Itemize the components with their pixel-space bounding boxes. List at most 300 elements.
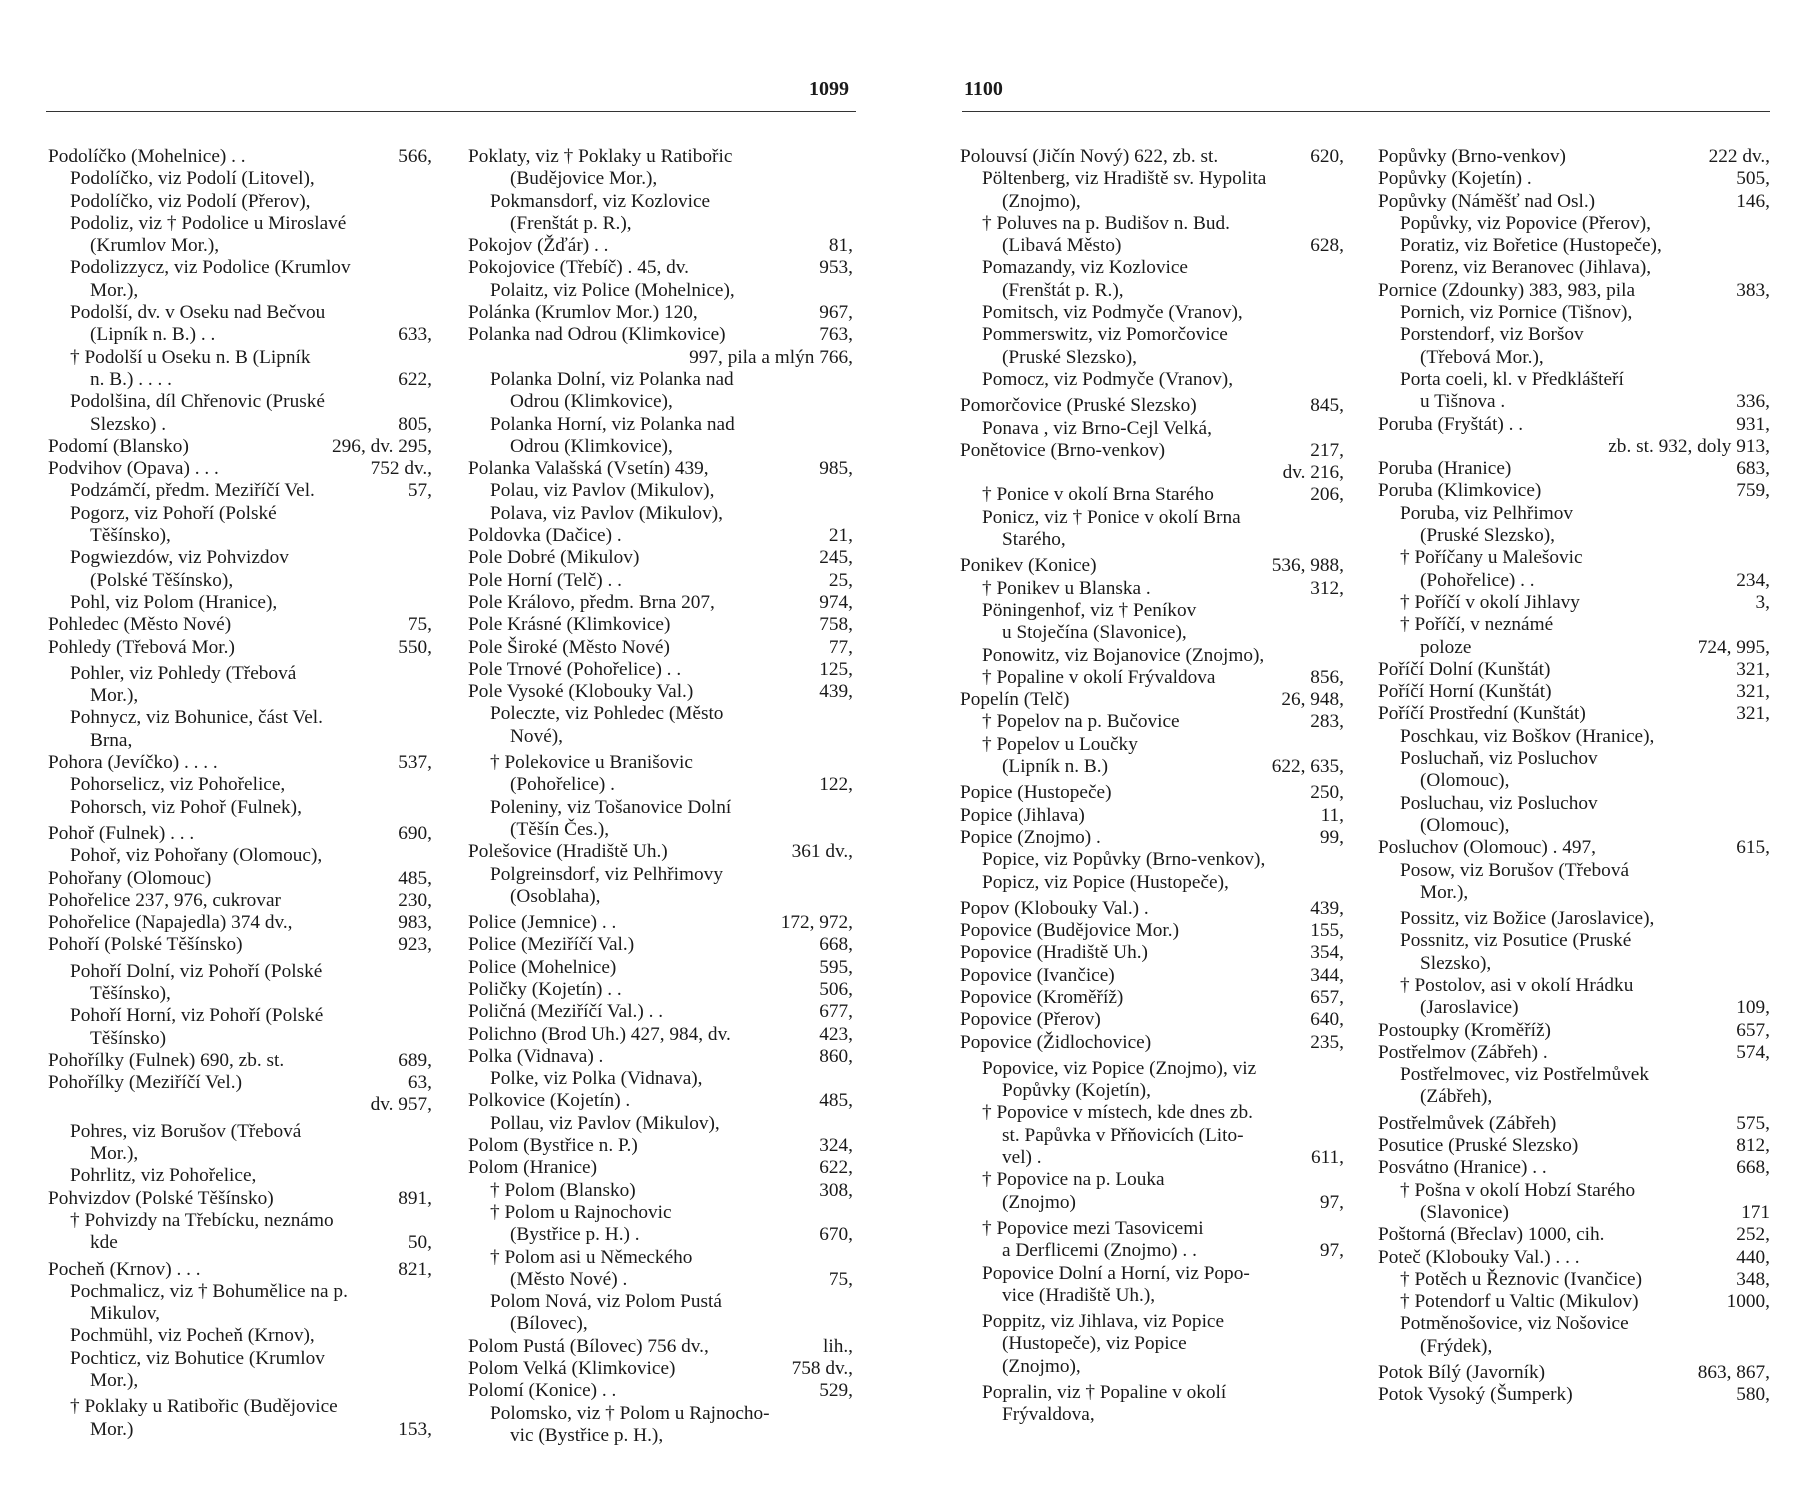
entry-reference: 657,: [1307, 987, 1344, 1009]
index-entry: [960, 418, 1344, 440]
index-entry: [960, 667, 1344, 689]
index-entry: [960, 849, 1344, 871]
entry-text: Polom Nová, viz Polom Pustá: [490, 1291, 722, 1313]
index-entry: [468, 257, 853, 279]
index-entry: [960, 529, 1344, 551]
entry-text: Pohora (Jevíčko) . . . .: [48, 752, 218, 774]
page-number-left: 1099: [809, 78, 849, 100]
entry-text: † Ponikev u Blanska .: [982, 577, 1151, 599]
index-entry: [960, 782, 1344, 804]
entry-reference: 97,: [1317, 1240, 1344, 1262]
index-entry: [48, 414, 432, 436]
entry-text: Těšínsko),: [90, 525, 171, 547]
entry-text: (Polské Těšínsko),: [90, 569, 234, 591]
index-entry: [960, 1102, 1344, 1124]
index-entry: [468, 146, 853, 168]
entry-text: Popůvky (Kojetín) .: [1378, 168, 1532, 190]
entry-text: Nové),: [510, 725, 564, 747]
entry-text: Poličky (Kojetín) . .: [468, 978, 622, 1000]
entry-reference: 812,: [1733, 1135, 1770, 1157]
entry-text: (Bystřice p. H.) .: [510, 1224, 640, 1246]
index-entry: [960, 872, 1344, 894]
index-entry: [1378, 726, 1770, 748]
index-entry: [960, 213, 1344, 235]
entry-text: † Pohvizdy na Třebícku, neznámo: [70, 1209, 334, 1231]
index-entry: [48, 436, 432, 458]
entry-text: Poschkau, viz Boškov (Hranice),: [1400, 725, 1655, 747]
index-entry: [1378, 592, 1770, 614]
entry-text: Pochmalicz, viz † Bohumělice na p.: [70, 1280, 348, 1302]
index-entry: [48, 391, 432, 413]
entry-reference: 611,: [1308, 1147, 1344, 1169]
index-entry: [48, 146, 432, 168]
entry-reference: 283,: [1307, 711, 1344, 733]
entry-text: (Frýdek),: [1420, 1335, 1493, 1357]
entry-text: Poříčí Horní (Kunštát): [1378, 681, 1552, 703]
index-entry: [48, 347, 432, 369]
entry-text: Pornich, viz Pornice (Tišnov),: [1400, 302, 1633, 324]
entry-text: Popůvky (Brno-venkov): [1378, 146, 1566, 167]
entry-text: (Lipník n. B.) . .: [90, 324, 216, 346]
entry-text: Pohres, viz Borušov (Třebová: [70, 1120, 302, 1142]
entry-text: [468, 347, 473, 368]
index-entry: [1378, 860, 1770, 882]
index-entry: [468, 841, 853, 863]
entry-reference: 234,: [1733, 570, 1770, 592]
index-entry: [468, 1068, 853, 1090]
index-entry: [960, 1382, 1344, 1404]
entry-reference: 575,: [1733, 1113, 1770, 1135]
entry-reference: 153,: [395, 1419, 432, 1441]
index-entry: [48, 1121, 432, 1143]
entry-text: Pohoř, viz Pohořany (Olomouc),: [70, 845, 323, 867]
entry-text: Pohrlitz, viz Pohořelice,: [70, 1165, 257, 1187]
index-entry: [468, 391, 853, 413]
index-entry: [960, 600, 1344, 622]
entry-text: (Frenštát p. R.),: [1002, 279, 1124, 301]
entry-text: Poteč (Klobouky Val.) . . .: [1378, 1246, 1580, 1268]
entry-text: st. Papůvka v Přňovicích (Lito-: [1002, 1124, 1244, 1146]
entry-text: Popice, viz Popůvky (Brno-venkov),: [982, 849, 1266, 871]
index-entry: [468, 934, 853, 956]
index-entry: [48, 1005, 432, 1027]
entry-reference: 997, pila a mlýn 766,: [686, 347, 853, 369]
entry-text: Police (Meziříčí Val.): [468, 934, 635, 956]
index-entry: [960, 805, 1344, 827]
entry-reference: 440,: [1733, 1247, 1770, 1269]
index-entry: [1378, 257, 1770, 279]
index-entry: [48, 213, 432, 235]
entry-text: † Poříčí, v neznámé: [1400, 614, 1554, 636]
entry-reference: 321,: [1733, 681, 1770, 703]
index-entry: [48, 845, 432, 867]
entry-text: (Bílovec),: [510, 1313, 588, 1335]
entry-text: Possitz, viz Božice (Jaroslavice),: [1400, 908, 1655, 930]
entry-reference: 506,: [816, 979, 853, 1001]
index-entry: [1378, 146, 1770, 168]
entry-reference: 171: [1738, 1202, 1770, 1224]
entry-text: Odrou (Klimkovice),: [510, 435, 673, 457]
entry-text: † Poluves na p. Budišov n. Bud.: [982, 212, 1230, 234]
entry-text: Pocheň (Krnov) . . .: [48, 1258, 201, 1280]
entry-text: Ponětovice (Brno-venkov): [960, 439, 1166, 461]
entry-reference: 821,: [395, 1259, 432, 1281]
index-entry: [1378, 168, 1770, 190]
entry-text: Poleczte, viz Pohledec (Město: [490, 703, 724, 725]
entry-text: Pole Horní (Telč) . .: [468, 569, 622, 591]
entry-reference: 752 dv.,: [368, 458, 432, 480]
entry-text: Mor.),: [90, 279, 139, 301]
entry-reference: zb. st. 932, doly 913,: [1605, 436, 1770, 458]
index-entry: [468, 436, 853, 458]
entry-text: Mikulov,: [90, 1303, 160, 1325]
entry-text: Popovice (Budějovice Mor.): [960, 920, 1180, 942]
entry-text: Polkovice (Kojetín) .: [468, 1090, 631, 1112]
index-entry: [48, 961, 432, 983]
index-entry: [48, 1259, 432, 1281]
entry-reference: 97,: [1317, 1192, 1344, 1214]
index-entry: [468, 1291, 853, 1313]
index-entry: [468, 864, 853, 886]
entry-reference: 230,: [395, 890, 432, 912]
index-entry: [960, 1058, 1344, 1080]
entry-text: Polanka Dolní, viz Polanka nad: [490, 368, 734, 390]
index-column-4: [1378, 146, 1770, 1407]
entry-text: (Jaroslavice): [1420, 997, 1519, 1019]
index-entry: [48, 1188, 432, 1210]
entry-reference: 566,: [395, 146, 432, 168]
entry-text: Ponava , viz Brno-Cejl Velká,: [982, 417, 1212, 439]
entry-text: (Pruské Slezsko),: [1420, 525, 1555, 547]
index-entry: [1378, 1157, 1770, 1179]
index-entry: [468, 414, 853, 436]
entry-reference: 668,: [1733, 1157, 1770, 1179]
index-entry: [1378, 391, 1770, 413]
index-entry: [48, 663, 432, 685]
index-entry: [48, 458, 432, 480]
entry-text: Pöningenhof, viz † Peníkov: [982, 599, 1197, 621]
index-entry: [48, 235, 432, 257]
entry-reference: 620,: [1307, 146, 1344, 168]
entry-text: Pohl, viz Polom (Hranice),: [70, 591, 278, 613]
entry-text: (Město Nové) .: [510, 1268, 628, 1290]
index-entry: [468, 168, 853, 190]
index-entry: [1378, 930, 1770, 952]
index-entry: [1378, 614, 1770, 636]
index-entry: [468, 1046, 853, 1068]
entry-text: † Ponice v okolí Brna Starého: [982, 484, 1214, 506]
entry-text: Pohořelice (Napajedla) 374 dv.,: [48, 912, 293, 934]
entry-text: Polava, viz Pavlov (Mikulov),: [490, 502, 723, 524]
index-entry: [960, 1311, 1344, 1333]
entry-reference: 321,: [1733, 703, 1770, 725]
entry-text: Polomí (Konice) . .: [468, 1380, 617, 1402]
index-entry: [48, 774, 432, 796]
entry-text: Pohoří Dolní, viz Pohoří (Polské: [70, 960, 323, 982]
entry-text: Pohledy (Třebová Mor.): [48, 636, 235, 658]
index-entry: [1378, 458, 1770, 480]
index-entry: [1378, 815, 1770, 837]
entry-reference: 296, dv. 295,: [329, 436, 432, 458]
entry-text: Poštorná (Břeclav) 1000, cih.: [1378, 1224, 1605, 1246]
entry-text: Poříčí Prostřední (Kunštát): [1378, 703, 1586, 725]
entry-reference: 615,: [1733, 837, 1770, 859]
entry-text: Pohořelice 237, 976, cukrovar: [48, 889, 281, 911]
entry-reference: 640,: [1307, 1009, 1344, 1031]
entry-text: Ponowitz, viz Bojanovice (Znojmo),: [982, 644, 1265, 666]
entry-text: Ponicz, viz † Ponice v okolí Brna: [982, 506, 1241, 528]
entry-text: † Popaline v okolí Frývaldova: [982, 666, 1216, 688]
entry-reference: 361 dv.,: [789, 841, 853, 863]
index-entry: [48, 302, 432, 324]
index-entry: [468, 1403, 853, 1425]
index-entry: [468, 570, 853, 592]
index-entry: [1378, 1064, 1770, 1086]
entry-reference: 321,: [1733, 659, 1770, 681]
entry-reference: 622,: [816, 1157, 853, 1179]
index-entry: [48, 525, 432, 547]
index-entry: [1378, 748, 1770, 770]
index-entry: [960, 1169, 1344, 1191]
entry-reference: 974,: [816, 592, 853, 614]
entry-text: (Těšín Čes.),: [510, 818, 610, 840]
entry-text: Polom (Hranice): [468, 1157, 598, 1179]
entry-reference: 529,: [816, 1380, 853, 1402]
entry-text: † Potěch u Řeznovic (Ivančice): [1400, 1268, 1642, 1290]
entry-reference: 683,: [1733, 458, 1770, 480]
entry-reference: 670,: [816, 1224, 853, 1246]
entry-text: Pornice (Zdounky) 383, 983, pila: [1378, 279, 1636, 301]
index-entry: [468, 774, 853, 796]
index-entry: [48, 614, 432, 636]
index-entry: [1378, 1336, 1770, 1358]
entry-text: Podolšina, díl Chřenovic (Pruské: [70, 391, 325, 413]
index-entry: [1378, 1224, 1770, 1246]
index-entry: [48, 369, 432, 391]
index-entry: [48, 168, 432, 190]
entry-reference: 595,: [816, 957, 853, 979]
entry-reference: 931,: [1733, 414, 1770, 436]
index-entry: [960, 347, 1344, 369]
entry-text: † Popelov na p. Bučovice: [982, 711, 1180, 733]
index-entry: [960, 1240, 1344, 1262]
entry-text: Popovice (Přerov): [960, 1009, 1101, 1031]
entry-text: (Znojmo),: [1002, 190, 1081, 212]
entry-text: Odrou (Klimkovice),: [510, 391, 673, 413]
index-column-1: [48, 146, 432, 1441]
entry-text: Poklaty, viz † Poklaky u Ratibořic: [468, 146, 733, 167]
entry-reference: 763,: [816, 324, 853, 346]
index-entry: [48, 934, 432, 956]
entry-text: Pokmansdorf, viz Kozlovice: [490, 190, 711, 212]
index-entry: [48, 324, 432, 346]
entry-text: Polaitz, viz Police (Mohelnice),: [490, 279, 735, 301]
entry-text: Pohledec (Město Nové): [48, 614, 232, 636]
entry-text: (Pohořelice) . .: [1420, 569, 1535, 591]
entry-text: Posluchov (Olomouc) . 497,: [1378, 837, 1596, 859]
entry-text: (Pruské Slezsko),: [1002, 346, 1137, 368]
index-entry: [960, 1032, 1344, 1054]
index-entry: [468, 912, 853, 934]
entry-reference: 967,: [816, 302, 853, 324]
index-entry: [468, 503, 853, 525]
index-entry: [468, 213, 853, 235]
entry-reference: 759,: [1733, 480, 1770, 502]
entry-text: Posow, viz Borušov (Třebová: [1400, 859, 1630, 881]
entry-text: Pohorsch, viz Pohoř (Fulnek),: [70, 796, 302, 818]
entry-reference: 26, 948,: [1278, 689, 1344, 711]
entry-text: Polanka Valašská (Vsetín) 439,: [468, 458, 709, 480]
header-rule-right: [962, 111, 1770, 112]
index-entry: [468, 797, 853, 819]
index-entry: [1378, 1247, 1770, 1269]
index-entry: [468, 886, 853, 908]
index-entry: [960, 689, 1344, 711]
entry-text: (Frenštát p. R.),: [510, 212, 632, 234]
index-entry: [48, 1094, 432, 1116]
index-entry: [960, 324, 1344, 346]
index-entry: [48, 191, 432, 213]
index-entry: [48, 983, 432, 1005]
entry-reference: 11,: [1318, 805, 1344, 827]
entry-text: Pohořílky (Meziříčí Vel.): [48, 1072, 243, 1094]
entry-reference: 77,: [826, 637, 853, 659]
entry-text: Polom Velká (Klimkovice): [468, 1358, 676, 1380]
index-entry: [48, 797, 432, 819]
entry-reference: 536, 988,: [1269, 555, 1344, 577]
entry-reference: 3,: [1753, 592, 1770, 614]
index-entry: [960, 987, 1344, 1009]
entry-text: Popralin, viz † Popaline v okolí: [982, 1382, 1227, 1404]
index-entry: [468, 480, 853, 502]
entry-reference: 983,: [395, 912, 432, 934]
index-entry: [48, 685, 432, 707]
index-entry: [1378, 503, 1770, 525]
index-entry: [960, 302, 1344, 324]
entry-text: Pohořílky (Fulnek) 690, zb. st.: [48, 1049, 285, 1071]
index-entry: [1378, 302, 1770, 324]
index-entry: [48, 280, 432, 302]
entry-text: Potok Bílý (Javorník): [1378, 1362, 1546, 1384]
index-entry: [1378, 953, 1770, 975]
entry-text: Pochticz, viz Bohutice (Krumlov: [70, 1347, 325, 1369]
entry-reference: 21,: [826, 525, 853, 547]
entry-reference: 344,: [1307, 965, 1344, 987]
entry-reference: 689,: [395, 1050, 432, 1072]
entry-text: Frývaldova,: [1002, 1404, 1095, 1426]
entry-text: Popelín (Telč): [960, 689, 1070, 711]
entry-reference: 155,: [1307, 920, 1344, 942]
entry-text: Potměnošovice, viz Nošovice: [1400, 1313, 1629, 1335]
entry-text: Popovice, viz Popice (Znojmo), viz: [982, 1057, 1257, 1079]
entry-text: † Potendorf u Valtic (Mikulov): [1400, 1291, 1639, 1313]
entry-text: (Libavá Město): [1002, 235, 1122, 257]
entry-text: Podoliz, viz † Podolice u Miroslavé: [70, 212, 347, 234]
entry-reference: dv. 957,: [368, 1094, 432, 1116]
entry-text: Poppitz, viz Jihlava, viz Popice: [982, 1311, 1225, 1333]
entry-text: (Třebová Mor.),: [1420, 346, 1544, 368]
entry-text: (Osoblaha),: [510, 885, 601, 907]
entry-text: Pomazandy, viz Kozlovice: [982, 257, 1188, 279]
entry-text: Posvátno (Hranice) . .: [1378, 1157, 1547, 1179]
index-entry: [1378, 997, 1770, 1019]
entry-reference: 312,: [1307, 578, 1344, 600]
entry-reference: 252,: [1733, 1224, 1770, 1246]
entry-text: Porenz, viz Beranovec (Jihlava),: [1400, 257, 1652, 279]
entry-text: Pohoří (Polské Těšínsko): [48, 934, 243, 956]
entry-reference: 122,: [816, 774, 853, 796]
entry-text: Polichno (Brod Uh.) 427, 984, dv.: [468, 1023, 731, 1045]
index-entry: [48, 1370, 432, 1392]
entry-reference: 235,: [1307, 1032, 1344, 1054]
index-entry: [960, 965, 1344, 987]
index-entry: [960, 280, 1344, 302]
entry-reference: 439,: [816, 681, 853, 703]
entry-text: Pole Dobré (Mikulov): [468, 547, 640, 569]
index-entry: [468, 1336, 853, 1358]
entry-text: [960, 462, 965, 483]
index-entry: [48, 1419, 432, 1441]
index-entry: [468, 1247, 853, 1269]
index-entry: [1378, 1135, 1770, 1157]
entry-reference: 125,: [816, 659, 853, 681]
index-entry: [1378, 1269, 1770, 1291]
entry-text: Poruba (Hranice): [1378, 458, 1512, 480]
entry-text: Postřelmůvek (Zábřeh): [1378, 1112, 1557, 1134]
entry-text: Podolíčko, viz Podolí (Litovel),: [70, 168, 315, 190]
entry-text: Poříčí Dolní (Kunštát): [1378, 658, 1551, 680]
entry-text: † Polom (Blansko): [490, 1179, 636, 1201]
entry-text: [48, 1094, 53, 1115]
entry-text: (Hustopeče), viz Popice: [1002, 1333, 1187, 1355]
entry-text: † Polom asi u Německého: [490, 1246, 693, 1268]
index-entry: [468, 681, 853, 703]
index-entry: [48, 1210, 432, 1232]
index-entry: [468, 324, 853, 346]
entry-reference: 860,: [816, 1046, 853, 1068]
entry-reference: 657,: [1733, 1020, 1770, 1042]
index-entry: [48, 1165, 432, 1187]
index-entry: [1378, 436, 1770, 458]
index-entry: [1378, 659, 1770, 681]
index-entry: [960, 578, 1344, 600]
index-entry: [1378, 414, 1770, 436]
entry-text: Posluchaň, viz Posluchov: [1400, 748, 1598, 770]
index-entry: [468, 458, 853, 480]
index-entry: [468, 369, 853, 391]
index-entry: [48, 503, 432, 525]
entry-text: (Olomouc),: [1420, 770, 1510, 792]
entry-text: Mor.): [90, 1418, 134, 1440]
entry-reference: 485,: [395, 868, 432, 890]
entry-text: Pogorz, viz Pohoří (Polské: [70, 502, 277, 524]
index-entry: [48, 547, 432, 569]
entry-text: Potok Vysoký (Šumperk): [1378, 1384, 1573, 1406]
entry-text: Poratiz, viz Bořetice (Hustopeče),: [1400, 235, 1662, 257]
index-entry: [48, 730, 432, 752]
index-entry: [960, 1125, 1344, 1147]
index-entry: [960, 1009, 1344, 1031]
entry-text: Podolší, dv. v Oseku nad Bečvou: [70, 302, 326, 324]
index-entry: [1378, 1020, 1770, 1042]
index-entry: [1378, 547, 1770, 569]
index-entry: [468, 726, 853, 748]
entry-reference: 891,: [395, 1188, 432, 1210]
index-entry: [468, 637, 853, 659]
entry-reference: 985,: [816, 458, 853, 480]
index-entry: [1378, 213, 1770, 235]
index-entry: [960, 622, 1344, 644]
